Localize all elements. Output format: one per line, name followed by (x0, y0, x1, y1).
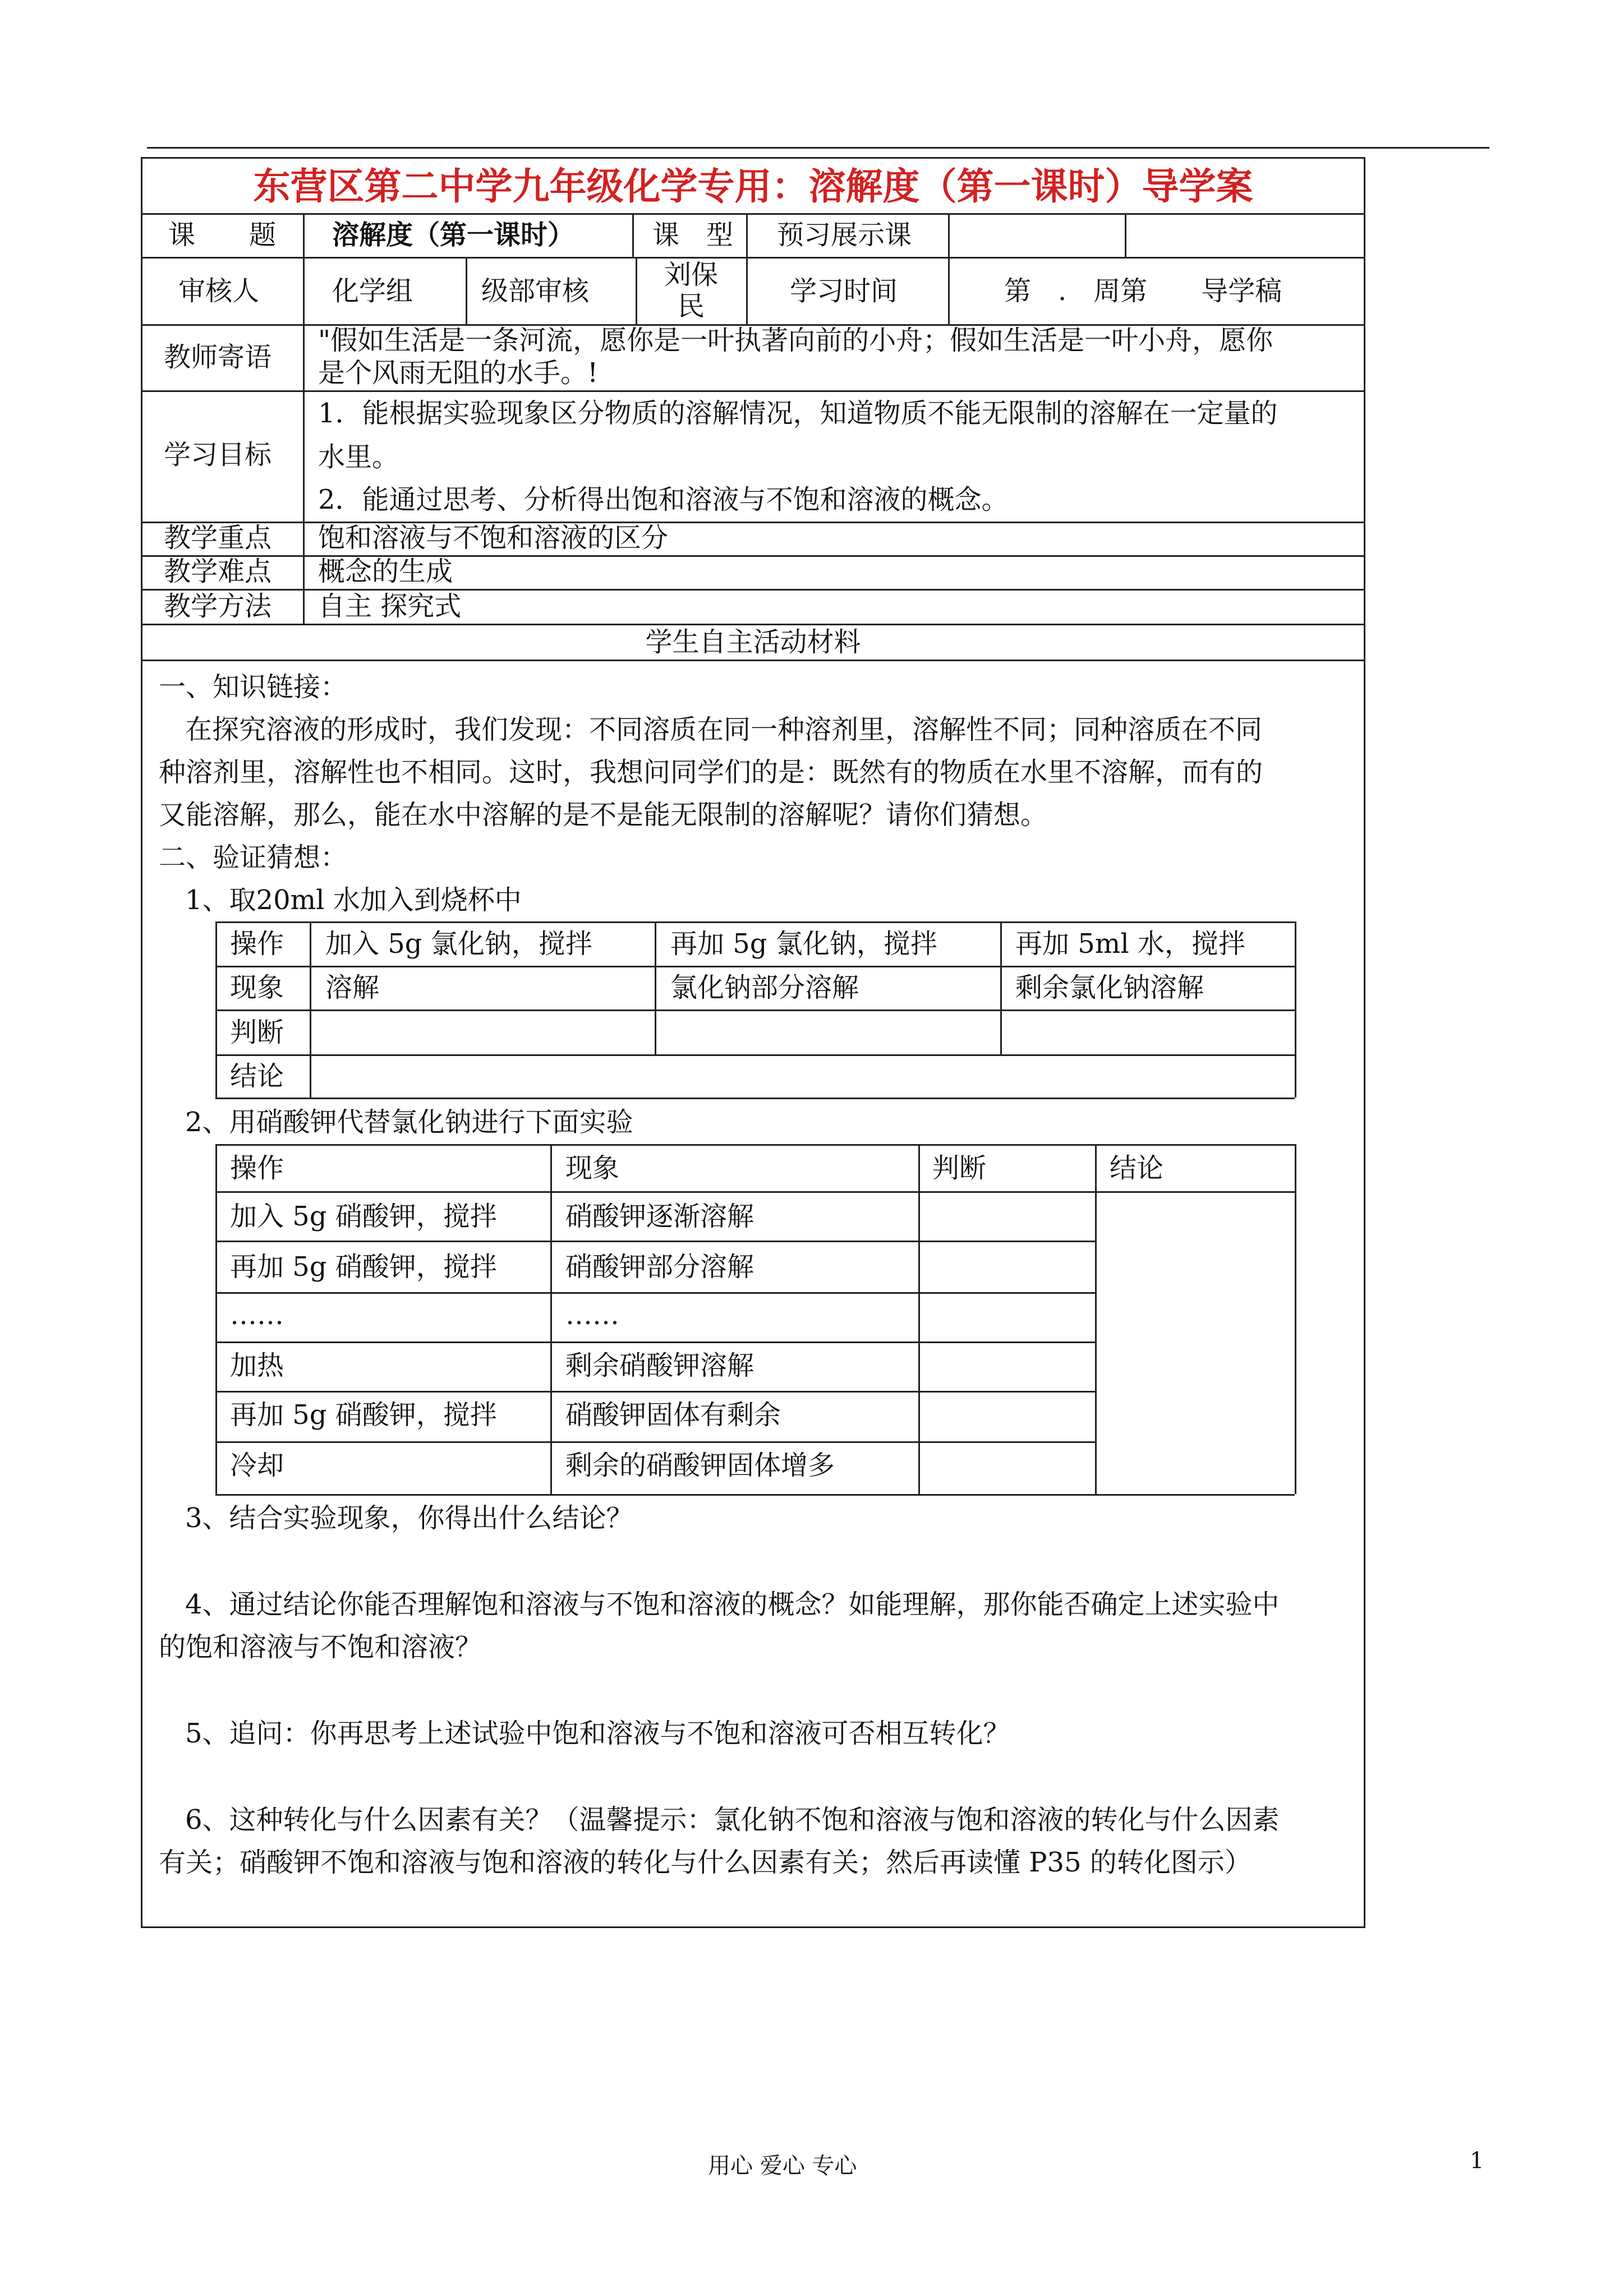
table1-cell: 判断 (230, 1017, 284, 1048)
col-divider (632, 213, 634, 257)
table1-cell: 加入 5g 氯化钠，搅拌 (325, 928, 592, 960)
table1-line (1000, 921, 1002, 1054)
goals-label: 学习目标 (164, 439, 272, 471)
table1-cell: 操作 (230, 928, 284, 960)
table2-header: 判断 (932, 1152, 987, 1184)
table2-line (215, 1144, 1295, 1146)
col-divider (303, 213, 305, 624)
question-4-line1: 4、通过结论你能否理解饱和溶液与不饱和溶液的概念？如能理解，那你能否确定上述实验中 (185, 1589, 1280, 1620)
footer-motto: 用心 爱心 专心 (708, 2153, 857, 2179)
topic-value: 溶解度（第一课时） (332, 219, 575, 251)
table2-cell: 硝酸钾部分溶解 (565, 1251, 755, 1283)
col-divider (1125, 213, 1126, 257)
goal-2: 2．能通过思考、分析得出饱和溶液与不饱和溶液的概念。 (318, 484, 1009, 515)
page-title: 东营区第二中学九年级化学专用：溶解度（第一课时）导学案 (253, 165, 1253, 208)
table2-cell: 硝酸钾逐渐溶解 (565, 1201, 755, 1232)
row-divider (141, 660, 1365, 661)
paragraph-line: 种溶剂里，溶解性也不相同。这时，我想问同学们的是：既然有的物质在水里不溶解，而有的 (159, 757, 1263, 788)
method-label: 教学方法 (164, 591, 272, 622)
reviewer-value: 化学组 (332, 275, 413, 307)
table2-line (550, 1144, 552, 1494)
table2-cell: 再加 5g 硝酸钾，搅拌 (230, 1399, 497, 1431)
question-6-line2: 有关；硝酸钾不饱和溶液与饱和溶液的转化与什么因素有关；然后再读懂 P35 的转化图示） (159, 1847, 1252, 1878)
col-divider (636, 257, 637, 324)
question-6-line1: 6、这种转化与什么因素有关？（温馨提示：氯化钠不饱和溶液与饱和溶液的转化与什么因素 (185, 1804, 1280, 1836)
paragraph-line: 在探究溶液的形成时，我们发现：不同溶质在同一种溶剂里，溶解性不同；同种溶质在不同 (185, 714, 1263, 745)
table2-line (215, 1441, 1095, 1443)
level-value: 刘保民 (664, 259, 718, 322)
table2-line (918, 1144, 920, 1494)
row-divider (141, 390, 1365, 392)
table1-cell: 再加 5g 氯化钠，搅拌 (670, 928, 937, 960)
table1-line (215, 1009, 1295, 1011)
table1-cell: 氯化钠部分溶解 (670, 972, 859, 1003)
table2-line (215, 1191, 1295, 1193)
row-divider (141, 213, 1365, 215)
table2-line (1095, 1144, 1097, 1494)
table2-cell: 冷却 (230, 1450, 284, 1481)
table2-cell: 剩余硝酸钾溶解 (565, 1350, 755, 1381)
col-divider (948, 213, 950, 324)
reviewer-label: 审核人 (178, 275, 260, 307)
section-banner: 学生自主活动材料 (645, 626, 861, 658)
table2-cell: 再加 5g 硝酸钾，搅拌 (230, 1251, 497, 1283)
key-point-label: 教学重点 (164, 522, 272, 554)
table1-cell: 再加 5ml 水，搅拌 (1015, 928, 1245, 960)
table2-header: 操作 (230, 1152, 284, 1184)
type-value: 预习展示课 (777, 219, 912, 251)
method-value: 自主 探究式 (318, 591, 462, 622)
table2-header: 现象 (565, 1152, 620, 1184)
teacher-message-line1: "假如生活是一条河流，愿你是一叶执著向前的小舟；假如生活是一叶小舟，愿你 (318, 325, 1273, 356)
section-1-heading: 一、知识链接： (159, 671, 348, 703)
table1-cell: 结论 (230, 1061, 284, 1092)
teacher-message-line2: 是个风雨无阻的水手。! (318, 357, 599, 389)
type-label: 课 型 (652, 219, 734, 251)
table2-line (1295, 1144, 1296, 1494)
page-number: 1 (1470, 2148, 1484, 2174)
table1-line (215, 966, 1295, 967)
step-1: 1、取20ml 水加入到烧杯中 (185, 884, 522, 916)
section-2-heading: 二、验证猜想： (159, 842, 348, 873)
table1-line (655, 921, 656, 1054)
question-5: 5、追问：你再思考上述试验中饱和溶液与不饱和溶液可否相互转化？ (185, 1718, 1010, 1749)
table1-line (215, 921, 217, 1098)
table2-cell: …… (230, 1299, 284, 1331)
paragraph-line: 又能溶解，那么，能在水中溶解的是不是能无限制的溶解呢？请你们猜想。 (159, 799, 1048, 831)
table2-line (215, 1341, 1095, 1343)
header-rule (147, 147, 1489, 149)
col-divider (466, 257, 467, 324)
teacher-message-label: 教师寄语 (164, 342, 272, 373)
table2-line (215, 1292, 1095, 1294)
table2-cell: 加入 5g 硝酸钾，搅拌 (230, 1201, 497, 1232)
key-point-value: 饱和溶液与不饱和溶液的区分 (318, 522, 669, 554)
table2-header: 结论 (1110, 1152, 1164, 1184)
col-divider (746, 213, 748, 324)
table1-line (310, 921, 311, 1098)
study-time-label: 学习时间 (790, 275, 898, 307)
table1-line (215, 1054, 1295, 1056)
table2-cell: 硝酸钾固体有剩余 (565, 1399, 781, 1431)
topic-label: 课 题 (168, 219, 277, 251)
difficulty-label: 教学难点 (164, 556, 272, 587)
table1-line (215, 1098, 1295, 1099)
table2-cell: 剩余的硝酸钾固体增多 (565, 1450, 835, 1481)
table2-line (215, 1494, 1295, 1496)
level-label: 级部审核 (481, 275, 590, 307)
question-4-line2: 的饱和溶液与不饱和溶液？ (159, 1631, 482, 1663)
table1-cell: 剩余氯化钠溶解 (1015, 972, 1204, 1003)
table1-line (1295, 921, 1296, 1098)
goal-1-line1: 1．能根据实验现象区分物质的溶解情况，知道物质不能无限制的溶解在一定量的 (318, 398, 1278, 429)
difficulty-value: 概念的生成 (318, 556, 453, 587)
step-2: 2、用硝酸钾代替氯化钠进行下面实验 (185, 1106, 633, 1138)
question-3: 3、结合实验现象，你得出什么结论？ (185, 1502, 633, 1534)
table1-cell: 现象 (230, 972, 284, 1003)
row-divider (141, 257, 1365, 259)
week-text: 第 . 周第 导学稿 (1004, 275, 1282, 307)
table2-line (215, 1144, 217, 1494)
table2-cell: …… (565, 1299, 619, 1331)
table2-line (215, 1241, 1095, 1242)
table2-line (215, 1391, 1095, 1393)
table2-cell: 加热 (230, 1350, 284, 1381)
table1-line (215, 921, 1295, 923)
table1-cell: 溶解 (325, 972, 380, 1003)
goal-1-line2: 水里。 (318, 441, 399, 473)
